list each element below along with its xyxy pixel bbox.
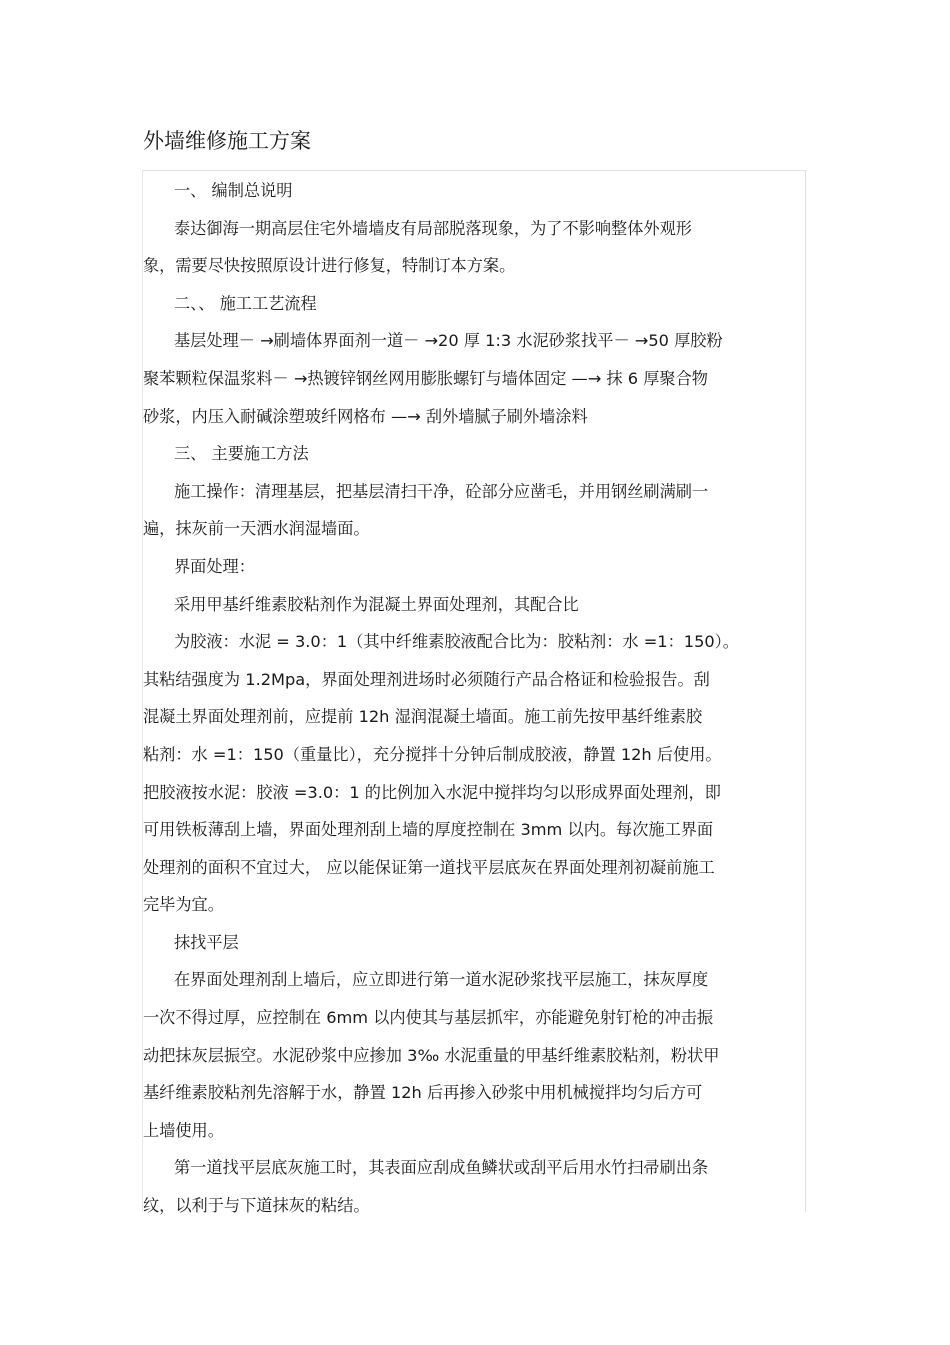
paragraph-line: 可用铁板薄刮上墙，界面处理剂刮上墙的厚度控制在 3mm 以内。每次施工界面 — [143, 820, 714, 840]
paragraph-line: 为胶液：水泥 = 3.0：1（其中纤维素胶液配合比为：胶粘剂：水 =1：150）。 — [174, 632, 739, 652]
paragraph-line: 完毕为宜。 — [143, 895, 224, 915]
section-heading: 二、、 施工工艺流程 — [174, 293, 317, 313]
paragraph-line: 采用甲基纤维素胶粘剂作为混凝土界面处理剂，其配合比 — [174, 594, 579, 614]
document-title: 外墙维修施工方案 — [143, 129, 311, 153]
paragraph-line: 泰达御海一期高层住宅外墙墙皮有局部脱落现象，为了不影响整体外观形 — [174, 218, 692, 238]
section-heading: 三、 主要施工方法 — [174, 444, 309, 464]
paragraph-line: 上墙使用。 — [143, 1120, 224, 1140]
paragraph-line: 施工操作：清理基层，把基层清扫干净，砼部分应凿毛，并用钢丝刷满刷一 — [174, 481, 709, 501]
document-body — [143, 172, 803, 1225]
paragraph-line: 粘剂：水 =1：150（重量比），充分搅拌十分钟后制成胶液，静置 12h 后使用。 — [143, 744, 722, 764]
paragraph-line: 一次不得过厚，应控制在 6mm 以内使其与基层抓牢，亦能避免射钉枪的冲击振 — [143, 1008, 714, 1028]
paragraph-line: 基层处理－ →刷墙体界面剂一道－ →20 厚 1:3 水泥砂浆找平－ →50 厚胶粉 — [174, 331, 723, 351]
paragraph-line: 砂浆，内压入耐碱涂塑玻纤网格布 —→ 刮外墙腻子刷外墙涂料 — [143, 406, 588, 426]
paragraph-line: 聚苯颗粒保温浆料－ →热镀锌钢丝网用膨胀螺钉与墙体固定 —→ 抹 6 厚聚合物 — [143, 368, 708, 388]
paragraph-line: 动把抹灰层振空。水泥砂浆中应掺加 3‰ 水泥重量的甲基纤维素胶粘剂，粉状甲 — [143, 1045, 720, 1065]
paragraph-line: 把胶液按水泥：胶液 =3.0：1 的比例加入水泥中搅拌均匀以形成界面处理剂，即 — [143, 782, 721, 802]
paragraph-line: 处理剂的面积不宜过大， 应以能保证第一道找平层底灰在界面处理剂初凝前施工 — [143, 857, 715, 877]
subheading: 抹找平层 — [174, 932, 239, 952]
paragraph-line: 第一道找平层底灰施工时，其表面应刮成鱼鳞状或刮平后用水竹扫帚刷出条 — [174, 1158, 709, 1178]
subheading: 界面处理： — [174, 556, 255, 576]
paragraph-line: 基纤维素胶粘剂先溶解于水，静置 12h 后再掺入砂浆中用机械搅拌均匀后方可 — [143, 1083, 703, 1103]
paragraph-line: 遍，抹灰前一天洒水润湿墙面。 — [143, 519, 370, 539]
paragraph-line: 在界面处理剂刮上墙后，应立即进行第一道水泥砂浆找平层施工，抹灰厚度 — [174, 970, 709, 990]
paragraph-line: 象，需要尽快按照原设计进行修复，特制订本方案。 — [143, 256, 516, 276]
paragraph-line: 其粘结强度为 1.2Mpa，界面处理剂进场时必须随行产品合格证和检验报告。刮 — [143, 669, 710, 689]
section-heading: 一、 编制总说明 — [174, 181, 293, 200]
paragraph-line: 混凝土界面处理剂前，应提前 12h 湿润混凝土墙面。施工前先按甲基纤维素胶 — [143, 707, 703, 727]
paragraph-line: 纹，以利于与下道抹灰的粘结。 — [143, 1196, 370, 1216]
